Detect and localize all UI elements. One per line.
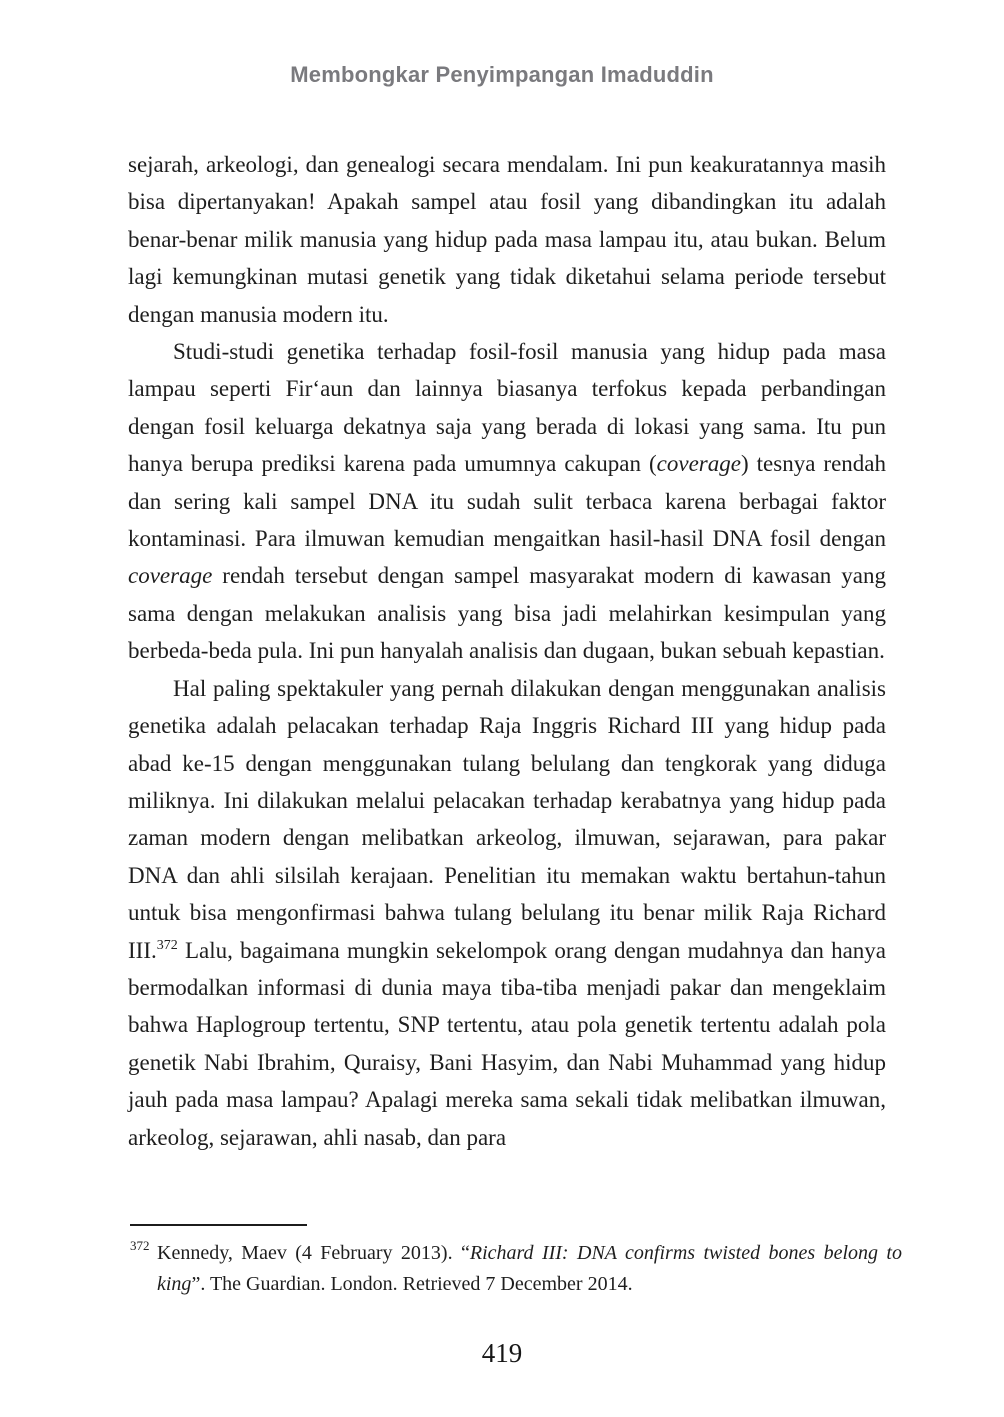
footnote-number: 372 <box>130 1238 150 1253</box>
text-run: Studi-studi genetika terhadap fosil-fosil manusia yang hidup pada masa lampau seperti Fir‘aun dan lainnya biasanya terfokus kepada perbandingan dengan fosil keluarga dekatnya saja yang berada di lokasi yang sama. Itu pun hanya berupa prediksi karena pada umumnya cakupan ( <box>128 339 886 477</box>
footnote-separator <box>130 1224 307 1226</box>
footnote-text <box>157 1238 902 1299</box>
paragraph <box>128 333 886 670</box>
text-run: ) tesnya rendah dan sering kali sampel DNA itu sudah sulit terbaca karena berbagai faktor kontaminasi. Para ilmuwan kemudian mengaitkan hasil-hasil DNA fosil dengan <box>128 451 886 552</box>
paragraph <box>128 670 886 1156</box>
text-run: sejarah, arkeologi, dan genealogi secara mendalam. Ini pun keakuratannya masih bisa dipertanyakan! Apakah sampel atau fosil yang dibandingkan itu adalah benar-benar milik manusia yang hidup pada masa lampau itu, atau bukan. Belum lagi kemungkinan mutasi genetik yang tidak diketahui selama periode tersebut dengan manusia modern itu. <box>128 152 886 327</box>
text-run: Kennedy, Maev (4 February 2013). “ <box>157 1242 470 1264</box>
italic-run: coverage <box>656 451 741 477</box>
text-run: ”. The Guardian. London. Retrieved 7 December 2014. <box>191 1272 633 1295</box>
text-run: Lalu, bagaimana mungkin sekelompok orang dengan mudahnya dan hanya bermodalkan informasi di dunia maya tiba-tiba menjadi pakar dan mengeklaim bahwa Haplogroup tertentu, SNP tertentu, atau pola genetik tertentu adalah pola genetik Nabi Ibrahim, Quraisy, Bani Hasyim, dan Nabi Muhammad yang hidup jauh pada masa lampau? Apalagi mereka sama sekali tidak melibatkan ilmuwan, arkeolog, sejarawan, ahli nasab, dan para <box>128 937 886 1150</box>
italic-run: Richard III: DNA confirms twisted bones belong to king <box>157 1242 902 1295</box>
footnote-ref: 372 <box>156 937 178 953</box>
text-run: rendah tersebut dengan sampel masyarakat modern di kawasan yang sama dengan melakukan analisis yang bisa jadi melahirkan kesimpulan yang berbeda-beda pula. Ini pun hanyalah analisis dan dugaan, bukan sebuah kepastian. <box>128 563 886 664</box>
footnote <box>130 1238 902 1299</box>
italic-run: coverage <box>128 563 213 589</box>
body-text <box>128 146 886 1156</box>
running-header: Membongkar Penyimpangan Imaduddin <box>290 62 714 87</box>
page-number: 419 <box>481 1338 523 1368</box>
text-run: Hal paling spektakuler yang pernah dilakukan dengan menggunakan analisis genetika adalah pelacakan terhadap Raja Inggris Richard III yang hidup pada abad ke-15 dengan menggunakan tulang belulang dan tengkorak yang diduga miliknya. Ini dilakukan melalui pelacakan terhadap kerabatnya yang hidup pada zaman modern dengan melibatkan arkeolog, ilmuwan, sejarawan, para pakar DNA dan ahli silsilah kerajaan. Penelitian itu memakan waktu bertahun-tahun untuk bisa mengonfirmasi bahwa tulang belulang itu benar milik Raja Richard III. <box>128 675 886 963</box>
paragraph <box>128 146 886 333</box>
